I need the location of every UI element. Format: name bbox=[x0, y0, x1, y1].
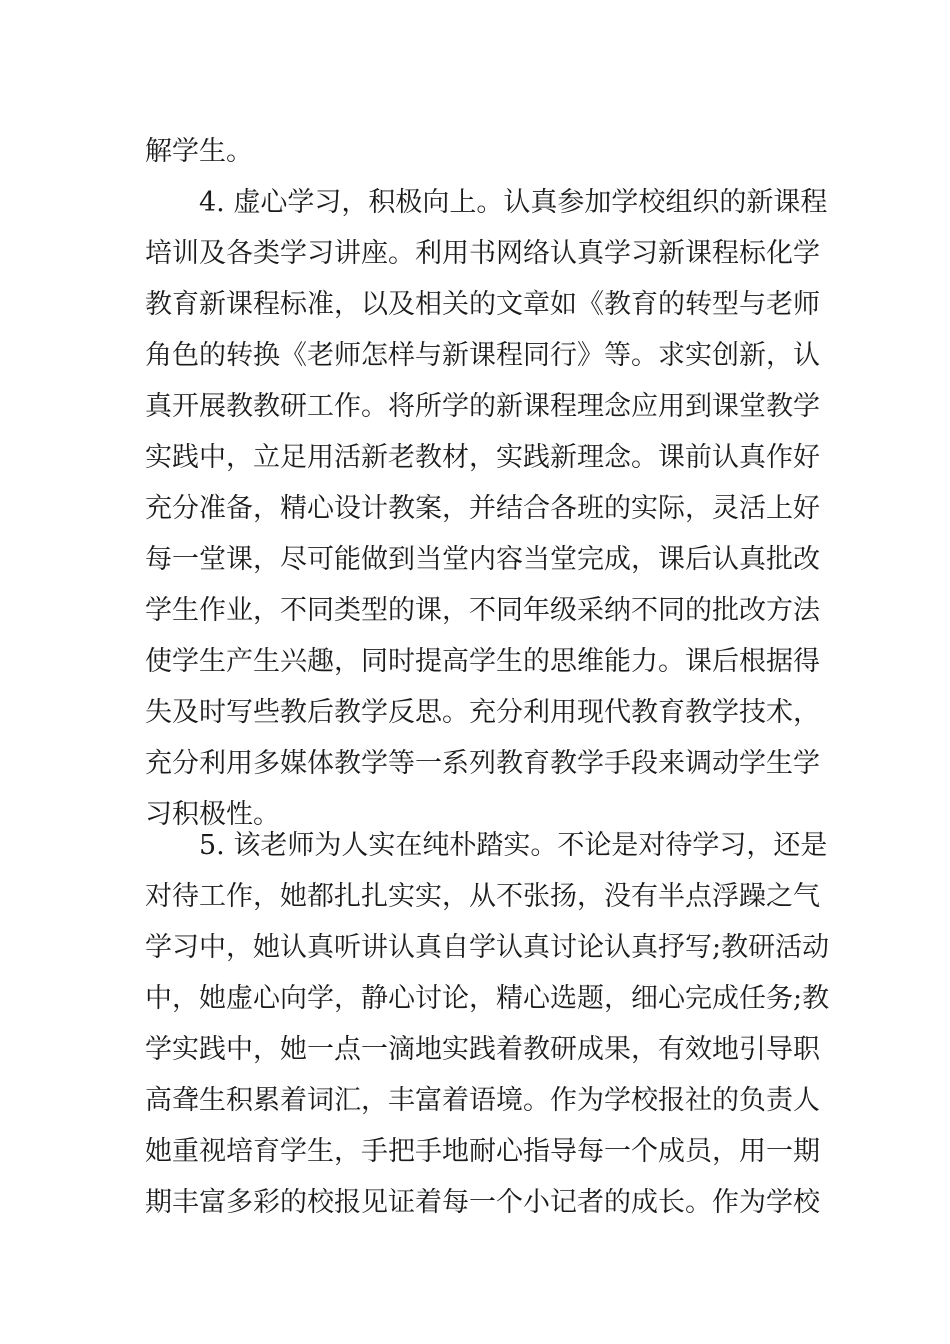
text-line: 习积极性。 bbox=[145, 799, 280, 830]
text-line: 真开展教教研工作。将所学的新课程理念应用到课堂教学 bbox=[145, 391, 820, 422]
paragraph-continuation bbox=[145, 126, 810, 177]
text-line: 失及时写些教后教学反思。充分利用现代教育教学技术， bbox=[145, 697, 820, 728]
text-line: 对待工作，她都扎扎实实，从不张扬，没有半点浮躁之气 bbox=[145, 881, 820, 912]
text-line: 5. 该老师为人实在纯朴踏实。不论是对待学习，还是 bbox=[199, 830, 828, 861]
text-line: 她重视培育学生，手把手地耐心指导每一个成员，用一期 bbox=[145, 1136, 820, 1167]
text-line: 学习中，她认真听讲认真自学认真讨论认真抒写;教研活动 bbox=[145, 932, 830, 963]
text-line: 充分准备，精心设计教案，并结合各班的实际，灵活上好 bbox=[145, 493, 820, 524]
text-line: 充分利用多媒体教学等一系列教育教学手段来调动学生学 bbox=[145, 748, 820, 779]
text-line: 学实践中，她一点一滴地实践着教研成果，有效地引导职 bbox=[145, 1034, 820, 1065]
text-line: 使学生产生兴趣，同时提高学生的思维能力。课后根据得 bbox=[145, 646, 820, 677]
text-line: 4. 虚心学习，积极向上。认真参加学校组织的新课程 bbox=[199, 187, 828, 218]
text-line: 高聋生积累着词汇，丰富着语境。作为学校报社的负责人 bbox=[145, 1085, 820, 1116]
text-line: 角色的转换《老师怎样与新课程同行》等。求实创新，认 bbox=[145, 340, 820, 371]
text-line: 每一堂课，尽可能做到当堂内容当堂完成，课后认真批改 bbox=[145, 544, 820, 575]
text-line: 学生作业，不同类型的课，不同年级采纳不同的批改方法 bbox=[145, 595, 820, 626]
text-line: 解学生。 bbox=[145, 136, 253, 167]
text-line: 期丰富多彩的校报见证着每一个小记者的成长。作为学校 bbox=[145, 1187, 820, 1218]
text-line: 实践中，立足用活新老教材，实践新理念。课前认真作好 bbox=[145, 442, 820, 473]
text-line: 教育新课程标准，以及相关的文章如《教育的转型与老师 bbox=[145, 289, 820, 320]
text-line: 培训及各类学习讲座。利用书网络认真学习新课程标化学 bbox=[145, 238, 820, 269]
text-line: 中，她虚心向学，静心讨论，精心选题，细心完成任务;教 bbox=[145, 983, 830, 1014]
paragraph-item-5 bbox=[145, 820, 830, 1228]
paragraph-item-4 bbox=[145, 177, 828, 840]
